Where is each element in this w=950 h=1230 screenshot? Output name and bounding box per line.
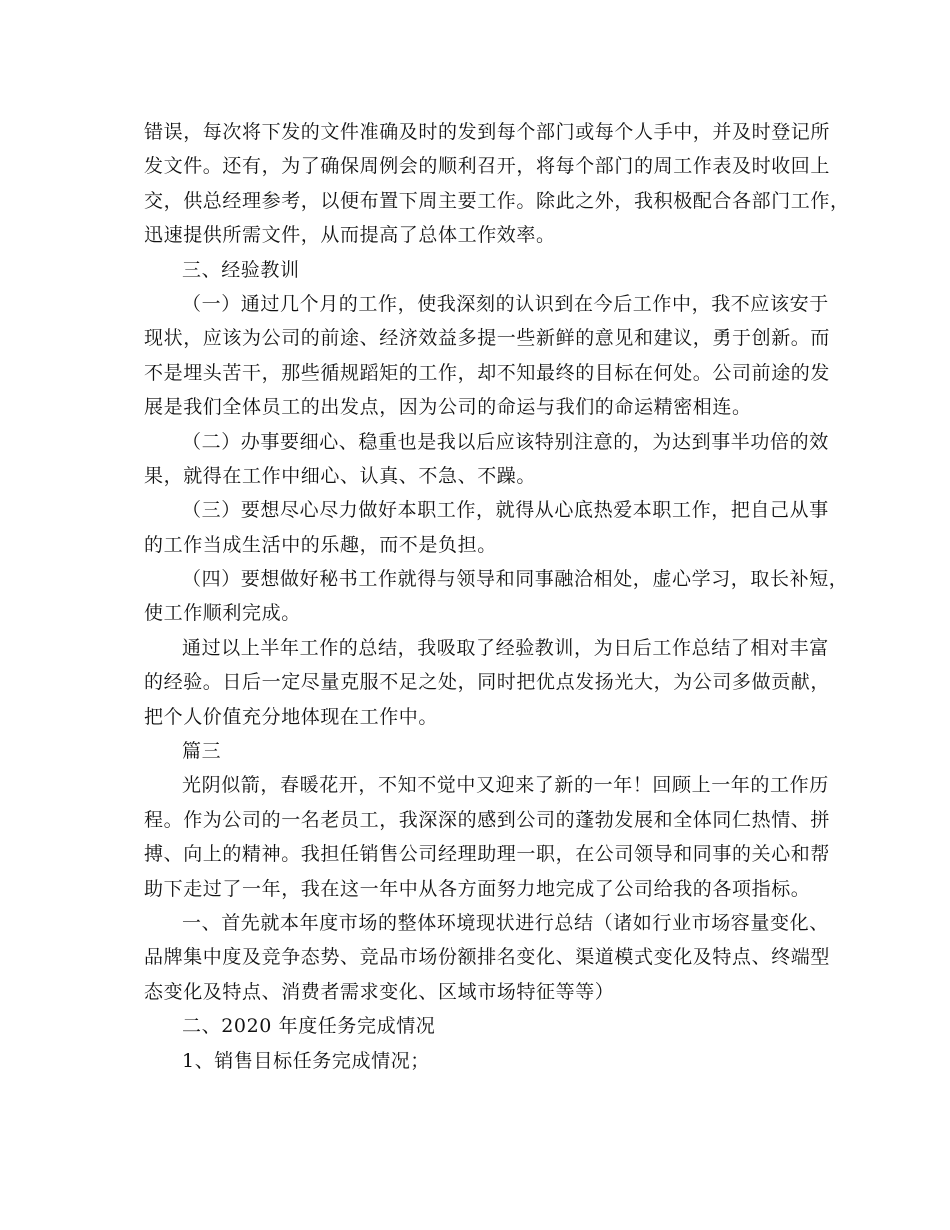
paragraph-continuation: [144, 115, 850, 253]
paragraph-item-2: [144, 425, 829, 494]
heading-text: 二、2020 年度任务完成情况: [182, 1015, 436, 1038]
text-line: 通过以上半年工作的总结，我吸取了经验教训，为日后工作总结了相对丰富: [182, 636, 829, 659]
heading-text: 三、经验教训: [182, 258, 300, 281]
text-line: （二）办事要细心、稳重也是我以后应该特别注意的，为达到事半功倍的效: [182, 430, 829, 453]
document-body: [144, 115, 850, 1078]
text-line: 展是我们全体员工的出发点，因为公司的命运与我们的命运精密相连。: [144, 396, 752, 419]
text-line: （一）通过几个月的工作，使我深刻的认识到在今后工作中，我不应该安于: [182, 292, 829, 315]
text-line: 错误，每次将下发的文件准确及时的发到每个部门或每个人手中，并及时登记所: [144, 121, 831, 143]
text-line: 品牌集中度及竞争态势、竞品市场份额排名变化、渠道模式变化及特点、终端型: [144, 946, 831, 969]
paragraph-summary: [144, 631, 831, 734]
paragraph-item-1: [144, 287, 831, 425]
text-line: 把个人价值充分地体现在工作中。: [144, 705, 439, 728]
text-line: 光阴似箭，春暖花开，不知不觉中又迎来了新的一年！回顾上一年的工作历: [182, 774, 829, 797]
text-line: （四）要想做好秘书工作就得与领导和同事融洽相处，虚心学习，取长补短，: [182, 568, 849, 591]
text-line: 迅速提供所需文件，从而提高了总体工作效率。: [144, 224, 556, 247]
section-heading: [144, 1009, 810, 1043]
text-line: 态变化及特点、消费者需求变化、区域市场特征等等）: [144, 980, 615, 1003]
text-line: 程。作为公司的一名老员工，我深深的感到公司的蓬勃发展和全体同仁热情、拼: [144, 808, 831, 831]
text-line: （三）要想尽心尽力做好本职工作，就得从心底热爱本职工作，把自己从事: [182, 499, 829, 522]
text-line: 一、首先就本年度市场的整体环境现状进行总结（诸如行业市场容量变化、: [182, 911, 829, 934]
heading-text: 篇三: [182, 740, 222, 763]
text-line: 使工作顺利完成。: [144, 602, 301, 625]
text-line: 发文件。还有，为了确保周例会的顺利召开，将每个部门的周工作表及时收回上: [144, 155, 831, 178]
heading-text: 1、销售目标任务完成情况；: [182, 1049, 430, 1072]
text-line: 搏、向上的精神。我担任销售公司经理助理一职，在公司领导和同事的关心和帮: [144, 843, 831, 866]
text-line: 助下走过了一年，我在这一年中从各方面努力地完成了公司给我的各项指标。: [144, 877, 811, 900]
paragraph-item-4: [144, 562, 849, 631]
paragraph-intro: [144, 768, 831, 906]
chapter-heading: [144, 734, 810, 768]
text-line: 交，供总经理参考，以便布置下周主要工作。除此之外，我积极配合各部门工作，: [144, 189, 850, 212]
paragraph-item-3: [144, 493, 829, 562]
subsection-heading: [144, 1044, 810, 1078]
paragraph-market-summary: [144, 906, 831, 1009]
text-line: 的经验。日后一定尽量克服不足之处，同时把优点发扬光大，为公司多做贡献，: [144, 671, 831, 694]
text-line: 果，就得在工作中细心、认真、不急、不躁。: [144, 464, 537, 487]
section-heading: [144, 253, 810, 287]
text-line: 的工作当成生活中的乐趣，而不是负担。: [144, 533, 497, 556]
text-line: 现状，应该为公司的前途、经济效益多提一些新鲜的意见和建议，勇于创新。而: [144, 327, 831, 350]
text-line: 不是埋头苦干，那些循规蹈矩的工作，却不知最终的目标在何处。公司前途的发: [144, 361, 831, 384]
